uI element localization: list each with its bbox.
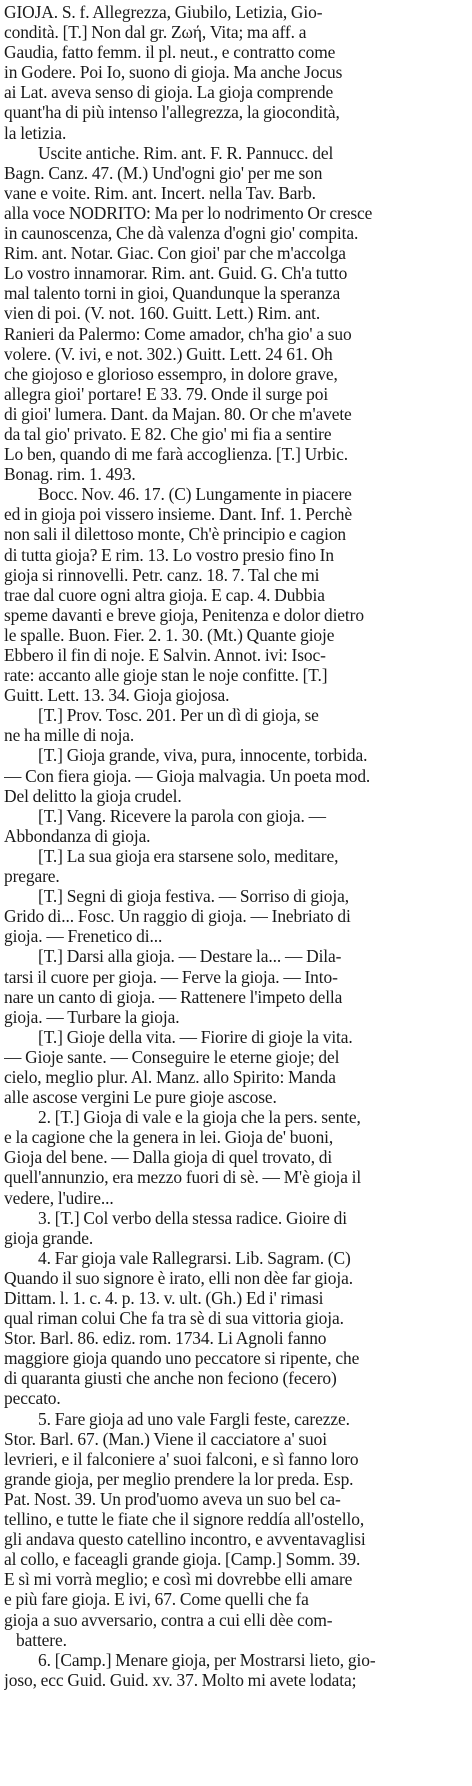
text-line: 3. [T.] Col verbo della stessa radice. Gioire di	[38, 1207, 347, 1228]
text-line: trae dal cuore ogni altra gioja. E cap. 4. Dubbia	[4, 584, 325, 605]
text-line: ne ha mille di noja.	[4, 725, 135, 746]
text-line: che giojoso e glorioso essempro, in dolore grave,	[4, 363, 338, 384]
text-line: nare un canto di gioja. — Rattenere l'impeto della	[4, 986, 343, 1007]
text-line: la letizia.	[4, 122, 67, 143]
text-line: joso, ecc Guid. Guid. xv. 37. Molto mi avete lodata;	[4, 1669, 357, 1690]
text-line: mal talento torni in gioi, Quandunque la speranza	[4, 283, 341, 304]
text-line: qual riman colui Che fa tra sè di sua vittoria gioja.	[4, 1308, 344, 1329]
text-line: Bocc. Nov. 46. 17. (C) Lungamente in piacere	[38, 484, 352, 505]
text-line: Gaudia, fatto femm. il pl. neut., e contratto come	[4, 42, 336, 63]
text-line: Uscite antiche. Rim. ant. F. R. Pannucc. del	[38, 142, 334, 163]
text-line: [T.] Prov. Tosc. 201. Per un dì di gioja, se	[38, 705, 319, 726]
text-line: 4. Far gioja vale Rallegrarsi. Lib. Sagram. (C)	[38, 1247, 351, 1268]
text-line: 2. [T.] Gioja di vale e la gioja che la pers. sente,	[38, 1107, 361, 1128]
text-line: Quando il suo signore è irato, elli non dèe far gioja.	[4, 1267, 353, 1288]
text-line: Guitt. Lett. 13. 34. Gioja giojosa.	[4, 685, 230, 706]
text-line: ai Lat. aveva senso di gioja. La gioja comprende	[4, 82, 334, 103]
text-line: [T.] Gioje della vita. — Fiorire di gioje la vita.	[38, 1026, 353, 1047]
text-line: ed in gioja poi vissero insieme. Dant. Inf. 1. Perchè	[4, 504, 353, 525]
text-line: GIOJA. S. f. Allegrezza, Giubilo, Letizia, Gio-	[4, 2, 323, 22]
text-line: [T.] La sua gioja era starsene solo, meditare,	[38, 845, 339, 866]
text-line: 6. [Camp.] Menare gioja, per Mostrarsi lieto, gio-	[38, 1649, 376, 1670]
text-line: le spalle. Buon. Fier. 2. 1. 30. (Mt.) Quante gioje	[4, 624, 335, 645]
text-line: Lo vostro innamorar. Rim. ant. Guid. G. Ch'a tutto	[4, 263, 348, 284]
text-line: gioja a suo avversario, contra a cui elli dèe com-	[4, 1609, 333, 1630]
text-line: levrieri, e il falconiere a' suoi falconi, e sì fanno loro	[4, 1448, 359, 1469]
text-line: battere.	[16, 1629, 67, 1650]
text-line: di tutta gioja? E rim. 13. Lo vostro presio fino In	[4, 544, 334, 565]
text-line: alla voce NODRITO: Ma per lo nodrimento Or cresce	[4, 202, 373, 223]
text-line: grande gioja, per meglio prendere la lor preda. Esp.	[4, 1468, 354, 1489]
text-line: maggiore gioja quando uno peccatore si ripente, che	[4, 1348, 360, 1369]
text-line: da tal gio' privato. E 82. Che gio' mi fia a sentire	[4, 423, 332, 444]
text-line: vane e voite. Rim. ant. Incert. nella Tav. Barb.	[4, 182, 316, 203]
text-line: Bonag. rim. 1. 493.	[4, 464, 136, 485]
text-line: Del delitto la gioja crudel.	[4, 785, 182, 806]
text-line: [T.] Segni di gioja festiva. — Sorriso di gioja,	[38, 886, 349, 907]
text-line: quant'ha di più intenso l'allegrezza, la giocondità,	[4, 102, 340, 123]
text-line: E sì mi vorrà meglio; e così mi dovrebbe elli amare	[4, 1569, 353, 1590]
text-line: 5. Fare gioja ad uno vale Fargli feste, carezze.	[38, 1408, 350, 1429]
text-line: Abbondanza di gioja.	[4, 825, 151, 846]
text-line: gioja grande.	[4, 1227, 94, 1248]
text-line: tarsi il cuore per gioja. — Ferve la gioja. — Into-	[4, 966, 338, 987]
text-line: rate: accanto alle gioje stan le noje confitte. [T.]	[4, 665, 328, 686]
text-line: condità. [T.] Non dal gr. Ζωή, Vita; ma aff. a	[4, 22, 307, 43]
text-line: Rim. ant. Notar. Giac. Con gioi' par che m'accolga	[4, 243, 346, 264]
text-line: vedere, l'udire...	[4, 1187, 114, 1208]
text-line: e più fare gioja. E ivi, 67. Come quelli che fa	[4, 1589, 309, 1610]
text-line: gioja si rinnovelli. Petr. canz. 18. 7. Tal che mi	[4, 564, 320, 585]
text-line: quell'annunzio, era mezzo fuori di sè. — M'è gioja il	[4, 1167, 362, 1188]
text-line: tellino, e tutte le fiate che il signore reddía all'ostello,	[4, 1509, 365, 1530]
text-line: Bagn. Canz. 47. (M.) Und'ogni gio' per me son	[4, 162, 323, 183]
text-line: gioja. — Frenetico di...	[4, 926, 163, 947]
text-line: al collo, e faceagli grande gioja. [Camp.] Somm. 39.	[4, 1549, 361, 1570]
text-line: Gioja del bene. — Dalla gioja di quel trovato, di	[4, 1147, 333, 1168]
text-line: allegra gioi' portare! E 33. 79. Onde il surge poi	[4, 383, 329, 404]
text-line: [T.] Darsi alla gioja. — Destare la... — Dila-	[38, 946, 342, 967]
text-line: Ranieri da Palermo: Come amador, ch'ha gio' a suo	[4, 323, 352, 344]
text-line: — Gioje sante. — Conseguire le eterne gioje; del	[4, 1046, 340, 1067]
text-line: alle ascose vergini Le pure gioje ascose.	[4, 1087, 277, 1108]
text-line: speme davanti e breve gioja, Penitenza e dolor dietro	[4, 604, 364, 625]
text-line: Pat. Nost. 39. Un prod'uomo aveva un suo bel ca-	[4, 1488, 341, 1509]
text-line: vien di poi. (V. not. 160. Guitt. Lett.) Rim. ant.	[4, 303, 321, 324]
text-line: pregare.	[4, 866, 60, 887]
text-line: Stor. Barl. 86. ediz. rom. 1734. Li Agnoli fanno	[4, 1328, 327, 1349]
text-line: di gioi' lumera. Dant. da Majan. 80. Or che m'avete	[4, 403, 352, 424]
text-line: di quaranta giusti che anche non feciono (fecero)	[4, 1368, 337, 1389]
dictionary-entry	[4, 2, 470, 1690]
text-line: e la cagione che la genera in lei. Gioja de' buoni,	[4, 1127, 334, 1148]
text-line: Ebbero il fin di noje. E Salvin. Annot. ivi: Isoc-	[4, 645, 326, 665]
text-line: Stor. Barl. 67. (Man.) Viene il cacciatore a' suoi	[4, 1428, 327, 1449]
text-line: volere. (V. ivi, e not. 302.) Guitt. Lett. 24 61. Oh	[4, 343, 333, 364]
text-line: — Con fiera gioja. — Gioja malvagia. Un poeta mod.	[4, 765, 371, 786]
text-line: [T.] Vang. Ricevere la parola con gioja. —	[38, 805, 326, 826]
text-line: [T.] Gioja grande, viva, pura, innocente, torbida.	[38, 745, 368, 766]
text-line: gioja. — Turbare la gioja.	[4, 1006, 180, 1027]
text-line: in Godere. Poi Io, suono di gioja. Ma anche Jocus	[4, 62, 343, 83]
text-line: Dittam. l. 1. c. 4. p. 13. v. ult. (Gh.) Ed i' rimasi	[4, 1288, 324, 1308]
text-line: gli andava questo catellino incontro, e avventavaglisi	[4, 1529, 366, 1550]
text-line: peccato.	[4, 1388, 61, 1409]
text-line: in caunoscenza, Che dà valenza d'ogni gio' compita.	[4, 223, 359, 244]
text-line: Grido di... Fosc. Un raggio di gioja. — Inebriato di	[4, 906, 351, 927]
text-line: non sali il dilettoso monte, Ch'è principio e cagion	[4, 524, 347, 545]
text-line: cielo, meglio plur. Al. Manz. allo Spirito: Manda	[4, 1066, 336, 1087]
text-line: Lo ben, quando di me farà accoglienza. [T.] Urbic.	[4, 444, 348, 465]
